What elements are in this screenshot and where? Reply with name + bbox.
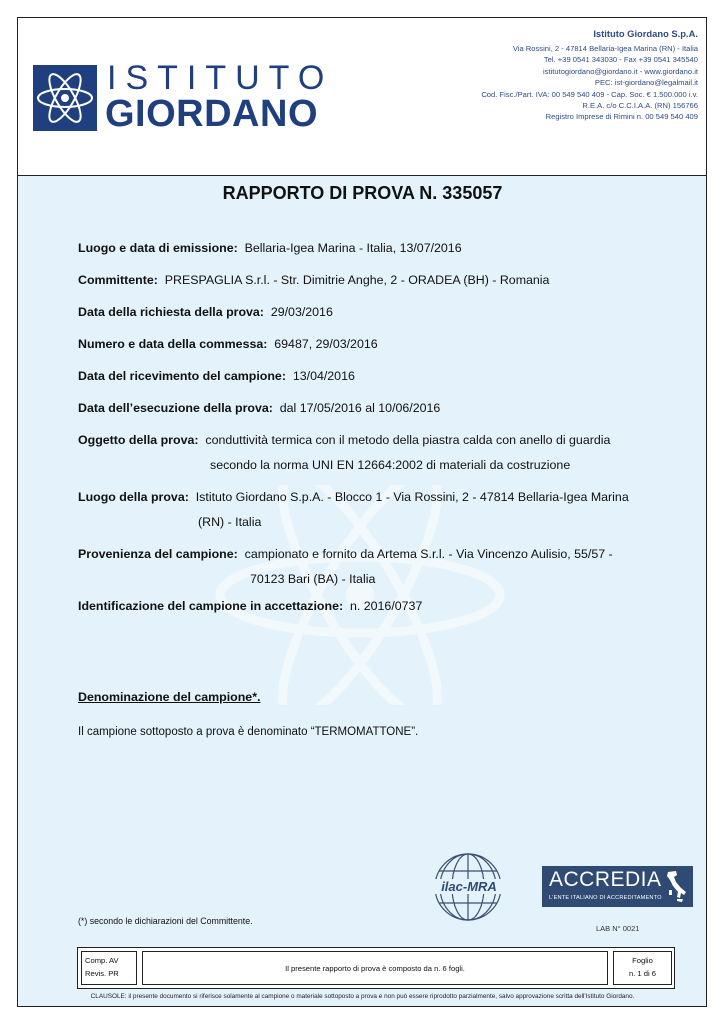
field-value-continuation: secondo la norma UNI EN 12664:2002 di materiali da costruzione (210, 457, 571, 472)
accredia-logo (542, 866, 693, 907)
field-request-date (78, 300, 671, 325)
field-issue-place-date (78, 236, 671, 261)
field-value: n. 2016/0737 (349, 599, 423, 613)
footer-clauses: CLAUSOLE: il presente documento si riferisce solamente al campione o materiale sottoposto a prova e non può essere riprodotto parzialmente, salvo approvazione scritta dell'Istituto Giordano. (90, 993, 635, 1000)
field-label: Oggetto della prova: (78, 433, 199, 447)
company-email: istitutogiordano@giordano.it - www.giordano.it (542, 66, 698, 76)
company-address: Via Rossini, 2 - 47814 Bellaria-Igea Marina (RN) - Italia (512, 44, 698, 53)
footer-compilers (81, 951, 137, 985)
field-test-dates (78, 396, 671, 421)
field-label: Identificazione del campione in accettazione: (78, 599, 344, 613)
field-value: dal 17/05/2016 al 10/06/2016 (279, 401, 441, 415)
field-label: Numero e data della commessa: (78, 337, 268, 351)
field-sample-origin (78, 542, 671, 591)
field-label: Committente: (78, 273, 158, 287)
field-value: campionato e fornito da Artema S.r.l. - Via Vincenzo Aulisio, 55/57 - (244, 547, 613, 561)
logo-giordano: GIORDANO (105, 93, 318, 135)
sample-heading: Denominazione del campione*. (78, 690, 261, 704)
field-test-object (78, 428, 671, 477)
letterhead (17, 17, 707, 176)
footer-sheet-label: Foglio (632, 956, 653, 965)
accredia-subtitle: L'ENTE ITALIANO DI ACCREDITAMENTO (549, 895, 662, 901)
field-label: Luogo della prova: (78, 490, 189, 504)
field-value-continuation: 70123 Bari (BA) - Italia (250, 571, 376, 586)
logo-istituto: ISTITUTO (107, 59, 334, 97)
field-order (78, 332, 671, 357)
field-label: Data dell’esecuzione della prova: (78, 401, 273, 415)
company-info (481, 27, 698, 123)
company-phone: Tel. +39 0541 343030 - Fax +39 0541 345540 (543, 55, 698, 65)
accredia-title: ACCREDIA (549, 868, 662, 891)
company-rea: R.E.A. c/o C.C.I.A.A. (RN) 156766 (582, 101, 698, 111)
field-label: Data del ricevimento del campione: (78, 369, 286, 383)
field-value: Bellaria-Igea Marina - Italia, 13/07/2016 (244, 241, 462, 255)
field-label: Luogo e data di emissione: (78, 241, 238, 255)
field-label: Provenienza del campione: (78, 547, 238, 561)
footer-revis: Revis. PR (85, 969, 119, 978)
footer-comp: Comp. AV (85, 956, 119, 965)
field-sample-id (78, 594, 671, 619)
footer-page-count (142, 951, 608, 985)
lab-number: LAB N° 0021 (596, 924, 640, 933)
field-value: 13/04/2016 (292, 369, 355, 383)
report-title: RAPPORTO DI PROVA N. 335057 (222, 183, 503, 203)
italy-map-icon (665, 870, 687, 903)
field-value-continuation: (RN) - Italia (198, 514, 262, 529)
company-pec: PEC: ist-giordano@legalmail.it (594, 78, 698, 88)
ilac-label: ilac-MRA (441, 879, 497, 894)
sample-description: Il campione sottoposto a prova è denominato “TERMOMATTONE”. (78, 726, 419, 738)
field-value: PRESPAGLIA S.r.l. - Str. Dimitrie Anghe, 2 - ORADEA (BH) - Romania (164, 273, 550, 287)
field-label: Data della richiesta della prova: (78, 305, 264, 319)
footer-page-count-text: Il presente rapporto di prova è composto da n. 6 fogli. (285, 963, 465, 973)
field-sample-received (78, 364, 671, 389)
atom-logo-icon (33, 65, 97, 131)
footnote: (*) secondo le dichiarazioni del Committente. (78, 916, 253, 926)
field-value: Istituto Giordano S.p.A. - Blocco 1 - Via Rossini, 2 - 47814 Bellaria-Igea Marina (195, 490, 629, 504)
company-name: Istituto Giordano S.p.A. (593, 28, 698, 39)
footer-box (77, 947, 675, 989)
ilac-mra-logo (431, 851, 505, 923)
company-registry: Registro Imprese di Rimini n. 00 549 540 409 (545, 112, 698, 122)
field-value: 29/03/2016 (270, 305, 333, 319)
field-client (78, 268, 671, 293)
footer-sheet-value: n. 1 di 6 (628, 969, 657, 978)
field-value: 69487, 29/03/2016 (274, 337, 378, 351)
field-value: conduttività termica con il metodo della piastra calda con anello di guardia (205, 433, 611, 447)
company-fiscal: Cod. Fisc./Part. IVA: 00 549 540 409 - Cap. Soc. € 1.500.000 i.v. (481, 89, 698, 99)
footer-sheet (613, 951, 672, 985)
field-test-location (78, 485, 671, 534)
